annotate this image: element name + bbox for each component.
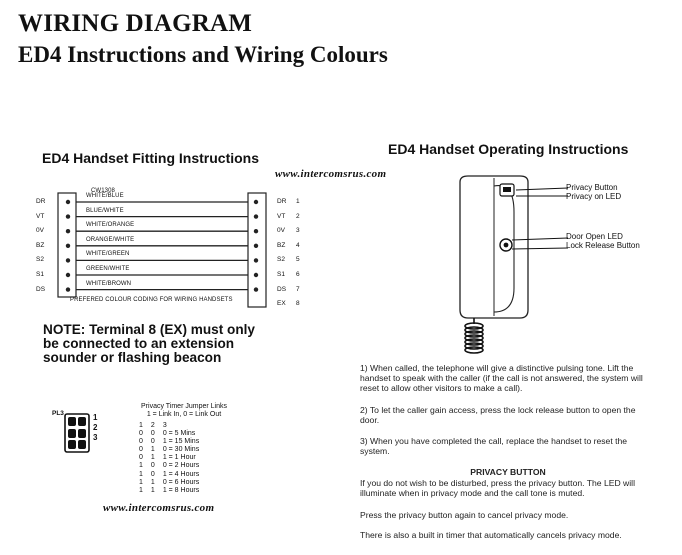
coiled-cord [465,318,483,353]
jumper-col-2: 2 [150,422,155,429]
pl3-label: PL3 [52,410,64,417]
jumper-cell: 0 = 5 Mins [162,430,196,438]
jumper-url: www.intercomsrus.com [103,502,215,514]
jumper-cell: 0 [150,438,155,446]
terminal-screw [66,287,70,291]
right-terminal-number: 5 [296,256,300,264]
left-terminal-label: DR [36,198,46,205]
jumper-cell: 1 = 4 Hours [162,470,200,478]
label-lock-release: Lock Release Button [566,240,640,250]
jumper-title-line-1: Privacy Timer Jumper Links [141,403,227,410]
terminal-screw [66,244,70,248]
note-line-3: sounder or flashing beacon [43,350,222,365]
wire-colour-label: WHITE/BROWN [86,280,132,287]
jumper-cell: 1 = 1 Hour [162,454,196,462]
jumper-cell: 0 [139,438,143,446]
left-terminal-label: 0V [36,227,44,235]
pin-label-2: 2 [93,423,98,432]
right-terminal-label: S2 [277,256,285,264]
privacy-text-2: Press the privacy button again to cancel privacy mode. [360,510,569,520]
right-terminal-number: 4 [296,241,300,249]
jumper-cell: 1 [150,478,155,486]
pin-label-1: 1 [93,413,98,422]
privacy-text-1: If you do not wish to be disturbed, press the privacy button. The LED will illuminate when in privacy mode and the call tone is muted. [360,478,635,499]
jumper-title-line-2: 1 = Link In, 0 = Link Out [146,411,222,419]
right-terminal-number: 7 [296,285,300,293]
label-privacy-button: Privacy Button [566,183,618,192]
fitting-url: www.intercomsrus.com [275,168,387,180]
terminal-screw [66,229,70,233]
label-privacy-led: Privacy on LED [566,191,622,201]
privacy-heading: PRIVACY BUTTON [470,467,546,477]
left-terminal-label: DS [36,285,46,293]
operating-heading: ED4 Handset Operating Instructions [388,141,629,157]
terminal-screw [254,273,258,277]
handset-illustration [440,172,570,358]
note-line-1: NOTE: Terminal 8 (EX) must only [43,322,255,337]
colour-coding-note: PREFERED COLOUR CODING FOR WIRING HANDSETS [70,297,233,303]
jumper-row [135,446,203,454]
wire-colour-label: WHITE/GREEN [86,251,130,258]
terminal-screw [254,258,258,262]
terminal-screw [66,214,70,218]
jumper-cell: 1 [150,486,155,494]
right-terminal-label: 0V [277,227,285,235]
right-terminal-label: EX [277,300,286,308]
jumper-title [125,403,243,420]
jumper-table-header [135,422,203,430]
jumper-cell: 0 [150,470,155,478]
jumper-cell: 1 [150,454,155,462]
terminal-screw [254,229,258,233]
jumper-cell: 0 [139,454,143,462]
left-terminal-label: VT [36,212,45,220]
terminal-screw [254,200,258,204]
jumper-row [135,462,203,470]
jumper-cell: 1 [139,462,143,470]
jumper-row [135,471,203,479]
right-terminal-label: VT [277,212,286,220]
left-terminal-label: S2 [36,256,44,264]
wire-colour-label: WHITE/ORANGE [86,222,135,229]
terminal-note [43,323,293,365]
jumper-cell: 1 [150,446,155,454]
jumper-cell: 0 [139,430,143,438]
fitting-heading: ED4 Handset Fitting Instructions [42,150,260,166]
right-terminal-number: 2 [296,212,300,220]
jumper-block [64,413,90,453]
jumper-cell: 0 = 30 Mins [162,446,200,454]
terminal-screw [66,258,70,262]
right-terminal-label: DS [277,285,287,293]
label-door-led: Door Open LED [566,232,623,241]
jumper-cell: 1 [139,486,143,494]
right-terminal-label: DR [277,198,287,205]
privacy-text-3: There is also a built in timer that automatically cancels privacy mode. [360,530,622,540]
jumper-cell: 1 = 8 Hours [162,486,200,494]
terminal-screw [254,214,258,218]
wire-colour-label: GREEN/WHITE [86,266,130,272]
terminal-screw [66,273,70,277]
handset-labels-bottom [566,233,640,250]
left-terminal-label: BZ [36,241,45,249]
jumper-cell: 1 [139,470,143,478]
jumper-cell: 0 [139,446,143,454]
page-subtitle: ED4 Instructions and Wiring Colours [18,42,388,67]
left-terminal-label: S1 [36,271,44,278]
wire-colour-label: BLUE/WHITE [86,207,124,214]
jumper-cell: 1 = 15 Mins [162,438,200,446]
pin-label-3: 3 [93,433,98,442]
jumper-cell: 0 [150,430,155,438]
handset-labels-top [566,184,621,201]
instruction-3: 3) When you have completed the call, replace the handset to reset the system. [360,436,628,457]
terminal-screw [254,244,258,248]
wire-colour-label: ORANGE/WHITE [86,236,135,243]
jumper-row [135,487,203,495]
jumper-row [135,430,203,438]
right-terminal-number: 3 [296,227,300,235]
terminal-screw [254,287,258,291]
instruction-1: 1) When called, the telephone will give a distinctive pulsing tone. Lift the handset to speak with the caller (if the call is not answered, the system will reset to allow other visitors to make a call). [360,363,643,394]
instruction-2: 2) To let the caller gain access, press the lock release button to open the door. [360,405,636,426]
jumper-col-1: 1 [139,422,143,429]
right-terminal-label: S1 [277,271,285,278]
right-terminal-number: 1 [296,198,300,205]
jumper-col-3: 3 [162,422,167,429]
note-line-2: be connected to an extension [43,336,235,351]
jumper-row [135,438,203,446]
jumper-cell: 1 [139,478,143,486]
right-terminal-number: 8 [296,300,300,308]
pin-labels [93,413,97,443]
page-title: WIRING DIAGRAM [18,10,253,37]
right-terminal-label: BZ [277,241,286,249]
jumper-table [135,422,203,495]
jumper-cell: 0 [150,462,155,470]
terminal-screw [66,200,70,204]
jumper-row [135,454,203,462]
jumper-row [135,479,203,487]
right-terminal-number: 6 [296,271,300,278]
jumper-cell: 0 = 2 Hours [162,462,200,470]
jumper-cell: 0 = 6 Hours [162,478,200,486]
wires [66,200,258,292]
wire-colour-label: WHITE/BLUE [86,193,124,199]
cable-label: CW1308 [91,188,115,194]
